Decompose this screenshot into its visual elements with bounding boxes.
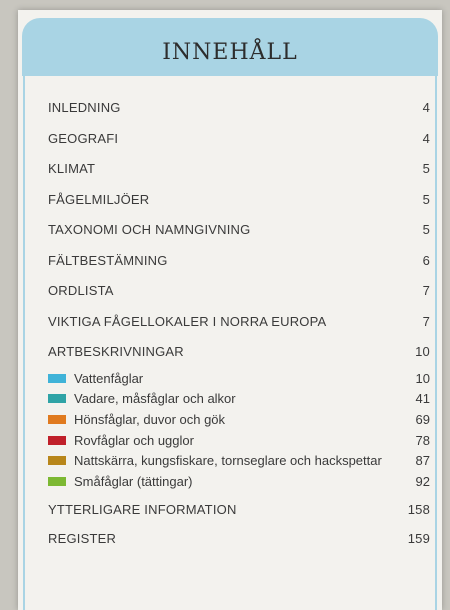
species-group-page: 10 xyxy=(415,371,430,386)
toc-entry-page: 4 xyxy=(422,131,430,146)
species-group-label: Rovfåglar och ugglor xyxy=(74,433,194,448)
toc-entry-label: KLIMAT xyxy=(48,161,96,176)
color-swatch xyxy=(48,436,66,445)
toc-entry-label: INLEDNING xyxy=(48,100,121,115)
toc-entry-label: FÅGELMILJÖER xyxy=(48,192,150,207)
toc-entry-page: 4 xyxy=(422,100,430,115)
toc-entry-page: 10 xyxy=(415,344,430,359)
color-swatch xyxy=(48,374,66,383)
toc-entry-label: YTTERLIGARE INFORMATION xyxy=(48,502,237,517)
color-swatch xyxy=(48,394,66,403)
toc-entry-page: 5 xyxy=(422,192,430,207)
toc-entry-label: ORDLISTA xyxy=(48,283,114,298)
toc-entry-page: 7 xyxy=(422,314,430,329)
toc-entry-page: 5 xyxy=(422,161,430,176)
toc-entry-page: 5 xyxy=(422,222,430,237)
toc-page xyxy=(18,10,442,610)
toc-entry-page: 158 xyxy=(407,502,430,517)
toc-entry-page: 7 xyxy=(422,283,430,298)
toc-entry-label: TAXONOMI OCH NAMNGIVNING xyxy=(48,222,251,237)
species-group-page: 78 xyxy=(415,433,430,448)
toc-entry-label: VIKTIGA FÅGELLOKALER I NORRA EUROPA xyxy=(48,314,327,329)
toc-entry-label: GEOGRAFI xyxy=(48,131,119,146)
species-group-label: Hönsfåglar, duvor och gök xyxy=(74,412,226,427)
toc-entry-label: ARTBESKRIVNINGAR xyxy=(48,344,184,359)
page-title: INNEHÅLL xyxy=(162,40,298,65)
toc-entry-page: 159 xyxy=(407,531,430,546)
content-frame xyxy=(23,70,437,610)
species-group-label: Vattenfåglar xyxy=(74,371,144,386)
color-swatch xyxy=(48,456,66,465)
title-banner xyxy=(22,18,438,76)
species-group-label: Nattskärra, kungsfiskare, tornseglare och hackspettar xyxy=(74,453,382,468)
species-group-page: 41 xyxy=(415,391,430,406)
species-group-label: Småfåglar (tättingar) xyxy=(74,474,193,489)
color-swatch xyxy=(48,477,66,486)
toc-entry-label: FÄLTBESTÄMNING xyxy=(48,253,168,268)
toc-entry-label: REGISTER xyxy=(48,531,117,546)
color-swatch xyxy=(48,415,66,424)
toc-entry-page: 6 xyxy=(422,253,430,268)
species-group-label: Vadare, måsfåglar och alkor xyxy=(74,391,236,406)
species-group-page: 69 xyxy=(415,412,430,427)
species-group-page: 92 xyxy=(415,474,430,489)
species-group-page: 87 xyxy=(415,453,430,468)
